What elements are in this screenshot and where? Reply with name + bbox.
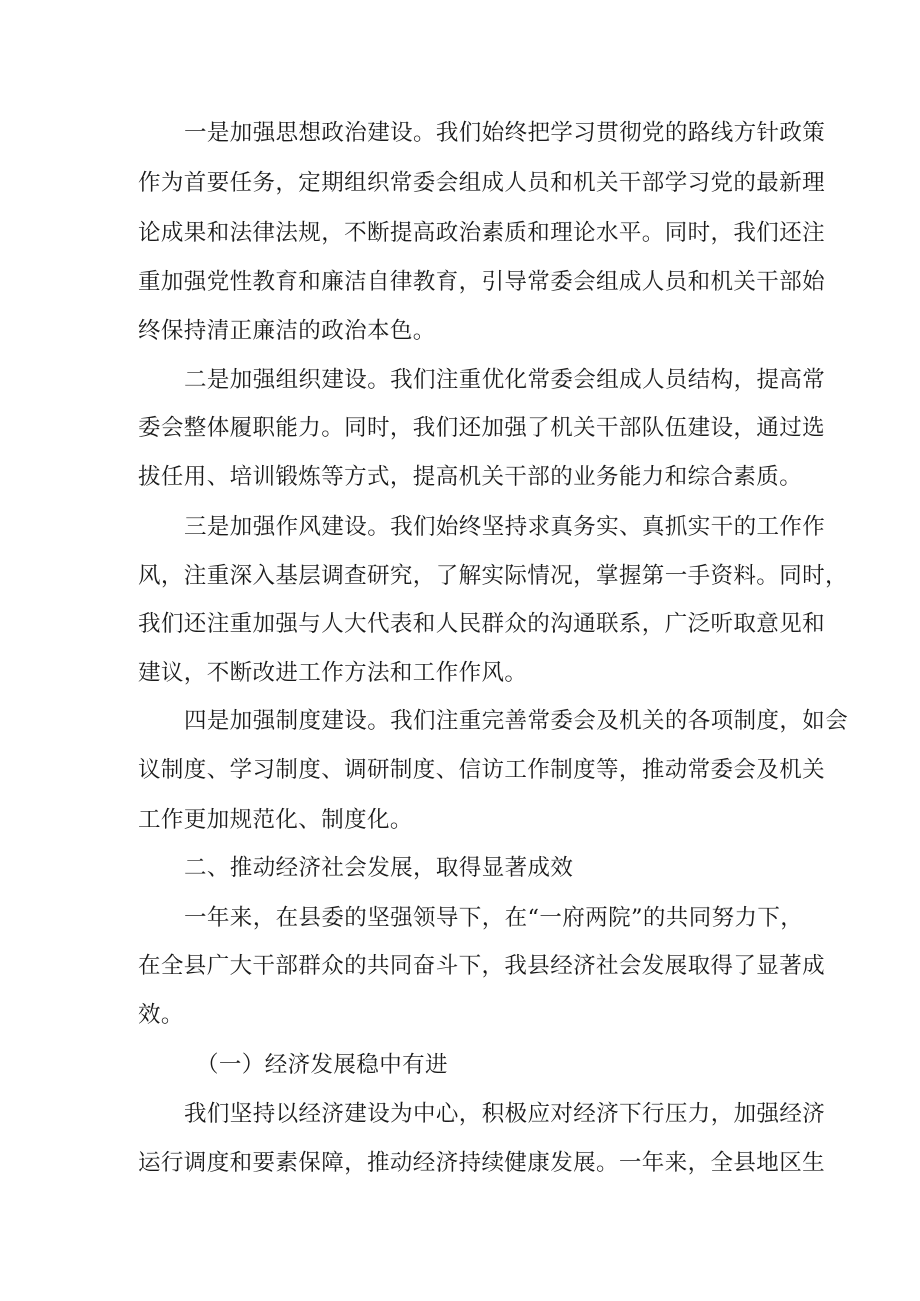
paragraph-line: 二是加强组织建设。我们注重优化常委会组成人员结构，提高常 — [184, 367, 826, 393]
paragraph-line: 重加强党性教育和廉洁自律教育，引导常委会组成人员和机关干部始 — [138, 269, 826, 295]
section-heading: 二、推动经济社会发展，取得显著成效 — [184, 855, 574, 881]
paragraph-line: 效。 — [138, 1002, 184, 1028]
paragraph-line: 我们还注重加强与人大代表和人民群众的沟通联系，广泛听取意见和 — [138, 611, 826, 637]
paragraph-line: 工作更加规范化、制度化。 — [138, 807, 413, 833]
paragraph-line: 在全县广大干部群众的共同奋斗下，我县经济社会发展取得了显著成 — [138, 953, 826, 979]
paragraph-line: 委会整体履职能力。同时，我们还加强了机关干部队伍建设，通过选 — [138, 415, 826, 441]
paragraph-line: 论成果和法律法规，不断提高政治素质和理论水平。同时，我们还注 — [138, 220, 826, 246]
paragraph-line: 一是加强思想政治建设。我们始终把学习贯彻党的路线方针政策 — [184, 120, 826, 146]
paragraph-line: 三是加强作风建设。我们始终坚持求真务实、真抓实干的工作作 — [184, 514, 826, 540]
paragraph-line: 作为首要任务，定期组织常委会组成人员和机关干部学习党的最新理 — [138, 170, 826, 196]
subsection-heading: （一）经济发展稳中有进 — [196, 1052, 448, 1078]
paragraph-line: 议制度、学习制度、调研制度、信访工作制度等，推动常委会及机关 — [138, 757, 826, 783]
paragraph-line: 一年来，在县委的坚强领导下，在“一府两院”的共同努力下， — [184, 905, 804, 931]
paragraph-line: 建议，不断改进工作方法和工作作风。 — [138, 660, 528, 686]
paragraph-line: 我们坚持以经济建设为中心，积极应对经济下行压力，加强经济 — [184, 1101, 826, 1127]
paragraph-line: 拔任用、培训锻炼等方式，提高机关干部的业务能力和综合素质。 — [138, 464, 803, 490]
paragraph-line: 运行调度和要素保障，推动经济持续健康发展。一年来，全县地区生 — [138, 1150, 826, 1176]
paragraph-line: 四是加强制度建设。我们注重完善常委会及机关的各项制度，如会 — [184, 708, 849, 734]
paragraph-line: 风，注重深入基层调查研究，了解实际情况，掌握第一手资料。同时， — [138, 563, 848, 589]
paragraph-line: 终保持清正廉洁的政治本色。 — [138, 318, 436, 344]
